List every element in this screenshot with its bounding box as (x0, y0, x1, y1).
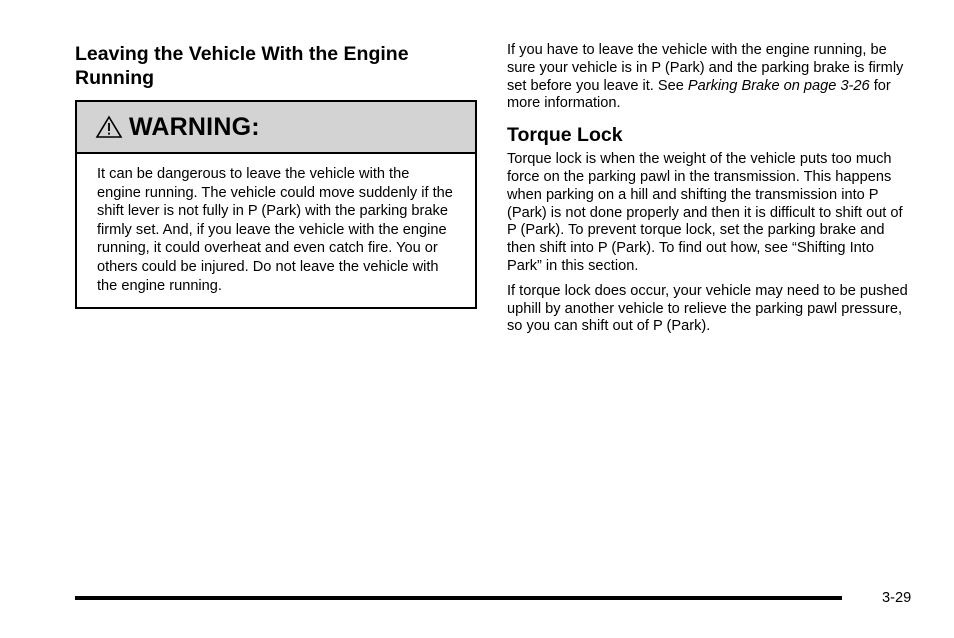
warning-triangle-icon (95, 115, 123, 139)
warning-body: It can be dangerous to leave the vehicle with the engine running. The vehicle could move suddenly if the shift lever is not fully in P (Park) with the parking brake firmly set. And, if you leave the vehicle with the engine running, it could overheat and even catch fire. You or others could be injured. Do not leave the vehicle with the engine running. (97, 166, 453, 294)
torque-lock-paragraph-1: Torque lock is when the weight of the vehicle puts too much force on the parking pawl in the transmission. This happens when parking on a hill and shifting the transmission into P (Park) is not done properly and then it is difficult to shift out of P (Park). To prevent torque lock, set the parking brake and then shift into P (Park). To find out how, see “Shifting Into Park” in this section. (507, 151, 903, 274)
intro-text-after: for more information. (507, 77, 891, 112)
section-heading-leaving-vehicle: Leaving the Vehicle With the Engine Running (75, 43, 409, 89)
intro-text-before: If you have to leave the vehicle with the engine running, be sure your vehicle is in P (Park) and the parking brake is firmly set before you leave it. See (507, 42, 904, 94)
torque-lock-paragraph-2: If torque lock does occur, your vehicle may need to be pushed uphill by another vehicle to relieve the parking pawl pressure, so you can shift out of P (Park). (507, 282, 908, 335)
warning-title: WARNING: (129, 112, 260, 141)
intro-paragraph (507, 42, 912, 113)
section-heading-torque-lock: Torque Lock (507, 124, 623, 147)
parking-brake-reference-link[interactable]: Parking Brake on page 3-26 (687, 77, 870, 94)
right-column (507, 42, 912, 336)
left-column (75, 42, 477, 309)
warning-box (75, 100, 477, 309)
page-number: 3-29 (882, 590, 912, 606)
footer-rule (75, 596, 842, 600)
warning-header (77, 102, 475, 154)
